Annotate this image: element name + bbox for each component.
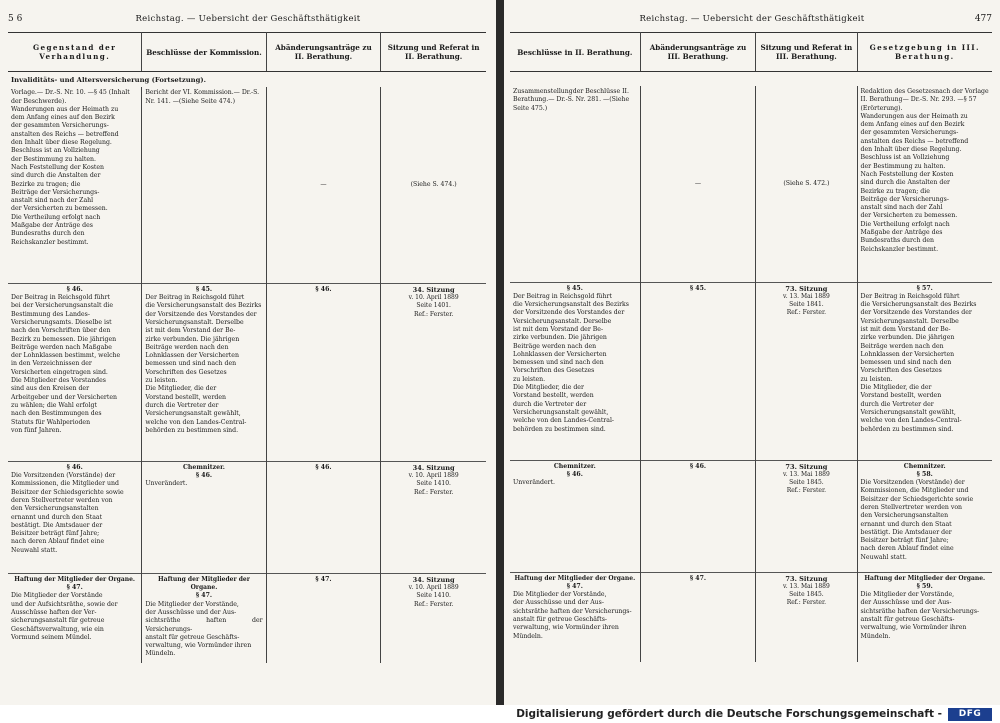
cell-line: Bericht der VI. Kommission. bbox=[145, 89, 234, 97]
cell-line: v. 13. Mai 1889 bbox=[783, 470, 830, 478]
left-row-3 bbox=[8, 461, 486, 573]
left-page-number: 5 6 bbox=[8, 14, 23, 24]
cell-line: Haftung der Mitglieder der Organe. bbox=[14, 575, 136, 583]
cell-line: v. 10. April 1889 bbox=[408, 294, 459, 302]
cell-line: Beschluss ist an Vollziehung bbox=[11, 147, 100, 155]
right-page-number: 477 bbox=[974, 14, 992, 24]
cell bbox=[510, 572, 640, 662]
right-row-4 bbox=[510, 572, 992, 662]
cell-line: Bundesraths durch den bbox=[11, 230, 85, 238]
cell-line: bemessen und sind nach den bbox=[860, 359, 952, 367]
cell-line: welche von den Landes-Central- bbox=[860, 417, 962, 425]
cell-line: Vorstand bestellt, werden bbox=[513, 392, 594, 400]
cell-line: der gesammten Versicherungs- bbox=[860, 129, 959, 137]
cell-line: Beiträge werden nach den bbox=[513, 342, 597, 350]
cell-line: Mündeln. bbox=[145, 650, 176, 658]
cell-line: 73. Sitzung bbox=[785, 462, 828, 471]
cell-line: Maßgabe der Anträge des bbox=[11, 222, 93, 230]
cell-line: — Dr.-S. Nr. 141. — bbox=[145, 89, 260, 105]
cell-line: § 58. bbox=[916, 470, 933, 478]
dfg-funding-text: Digitalisierung gefördert durch die Deutsche Forschungsgemeinschaft - bbox=[516, 708, 942, 720]
left-col-header-4: Sitzung und Referat in II. Berathung. bbox=[381, 33, 486, 72]
cell-line: § 47. bbox=[315, 575, 332, 583]
cell bbox=[266, 461, 381, 573]
cell-line: der Beschlüsse II. Berathung. bbox=[513, 88, 629, 104]
cell-line: Die Mitglieder des Vorstandes bbox=[11, 377, 106, 385]
cell-line: den Inhalt über diese Regelung. bbox=[860, 146, 962, 154]
cell bbox=[756, 572, 857, 662]
cell-line: Haftung der Mitglieder der Organe. bbox=[158, 575, 250, 592]
right-col-header-1: Beschlüsse in II. Berathung. bbox=[510, 33, 640, 72]
cell-line: Ref.: Ferster. bbox=[786, 309, 827, 317]
cell-line: 73. Sitzung bbox=[785, 284, 828, 293]
cell bbox=[381, 283, 486, 461]
cell-line: Lohnklassen der Versicherten bbox=[860, 350, 955, 358]
cell-line: anstalten des Reichs — betreffend bbox=[11, 130, 119, 138]
cell-line: Versicherungsanstalt gewählt, bbox=[860, 408, 956, 416]
cell-line: Versicherungsanstalt. Derselbe bbox=[860, 317, 959, 325]
cell-line: verwaltung, wie Vormünder ihren bbox=[513, 624, 619, 632]
cell-line: Wanderungen aus der Heimath zu bbox=[860, 112, 968, 120]
cell-line: nach deren Ablauf findet eine bbox=[860, 545, 954, 553]
cell bbox=[640, 282, 756, 460]
cell-line: Versicherungsamts. Dieselbe ist bbox=[11, 318, 112, 326]
cell bbox=[756, 86, 857, 282]
right-col-header-3: Sitzung und Referat in III. Berathung. bbox=[756, 33, 857, 72]
cell-line: 34. Sitzung bbox=[412, 575, 455, 584]
cell-line: Bestimmung des Landes- bbox=[11, 310, 90, 318]
cell-line: Der Beitrag in Reichsgold führt bbox=[11, 294, 110, 302]
cell-line: Geschäftsverwaltung, wie ein bbox=[11, 625, 104, 633]
right-page bbox=[504, 0, 1000, 705]
left-col-header-1: Gegenstand der Verhandlung. bbox=[8, 33, 142, 72]
cell-line: Ref.: Ferster. bbox=[413, 310, 454, 318]
left-row-1 bbox=[8, 87, 486, 283]
cell-line: nach den Bestimmungen des bbox=[11, 410, 102, 418]
cell bbox=[266, 573, 381, 663]
cell-line: v. 13. Mai 1889 bbox=[783, 582, 830, 590]
cell-line: den Inhalt über diese Regelung. bbox=[11, 139, 112, 147]
cell-line: Beiträge werden nach den bbox=[860, 342, 944, 350]
cell-line: der Lohnklassen bestimmt, welche bbox=[11, 352, 121, 360]
cell-line: verwaltung, wie Vormünder ihren bbox=[145, 642, 252, 650]
left-col-header-2: Beschlüsse der Kommission. bbox=[142, 33, 266, 72]
cell bbox=[510, 86, 640, 282]
cell-line: Lohnklassen der Versicherten bbox=[513, 350, 607, 358]
cell-line: Die Mitglieder, die der bbox=[145, 385, 217, 393]
cell-line: sicherungsanstalt für getreue bbox=[11, 617, 105, 625]
cell-line: Die Mitglieder der Vorstände, bbox=[860, 591, 955, 599]
cell bbox=[857, 86, 992, 282]
cell-line: § 45. bbox=[689, 284, 707, 292]
cell-line: zirke verbunden. Die jährigen bbox=[860, 334, 955, 342]
cell-line: 34. Sitzung bbox=[412, 463, 455, 472]
cell-line: v. 10. April 1889 bbox=[408, 584, 459, 592]
cell-line: § 46. bbox=[315, 463, 332, 471]
cell-line: (Siehe S. 472.) bbox=[783, 179, 830, 187]
cell-line: nach deren Ablauf findet eine bbox=[11, 538, 105, 546]
cell bbox=[510, 282, 640, 460]
cell-line: Haftung der Mitglieder der Organe. bbox=[514, 574, 636, 582]
cell-line: Seite 1845. bbox=[789, 591, 824, 599]
cell-line: Arbeitgeber und der Versicherten bbox=[11, 393, 118, 401]
cell-line: § 47. bbox=[689, 574, 707, 582]
cell-line: Beschluss ist an Vollziehung bbox=[860, 154, 950, 162]
cell-line: den Versicherungsanstalten bbox=[11, 505, 99, 513]
cell-line: Die Vorsitzenden (Vorstände) der bbox=[11, 472, 116, 480]
cell-line: Vorschriften des Gesetzes bbox=[860, 367, 942, 375]
cell-line: Neuwahl statt. bbox=[11, 546, 58, 554]
cell-line: Vorlage. bbox=[11, 89, 37, 97]
cell-line: Ref.: Ferster. bbox=[786, 599, 827, 607]
cell-line: § 46. bbox=[66, 463, 83, 471]
cell-line: Die Mitglieder der Vorstände, bbox=[145, 600, 239, 608]
cell-line: bestätigt. Die Amtsdauer der bbox=[860, 528, 952, 536]
cell-line: Versicherten eingetragen sind. bbox=[11, 368, 108, 376]
right-spacer-row bbox=[510, 72, 992, 87]
cell-line: Mündeln. bbox=[513, 632, 543, 640]
cell-line: Versicherungsanstalt. Derselbe bbox=[145, 318, 244, 326]
cell-line: — bbox=[694, 179, 702, 187]
cell-line: sichtsräthe haften der Versicherungs- bbox=[513, 607, 632, 615]
cell-line: anstalten des Reichs — betreffend bbox=[860, 137, 969, 145]
cell-line: ernannt und durch den Staat bbox=[860, 520, 952, 528]
cell-line: v. 10. April 1889 bbox=[408, 472, 459, 480]
cell-line: Ref.: Ferster. bbox=[413, 600, 454, 608]
cell-line: § 46. bbox=[195, 472, 213, 480]
left-row-2 bbox=[8, 283, 486, 461]
cell-line: § 45. bbox=[195, 285, 213, 293]
cell-line: ist mit dem Vorstand der Be- bbox=[145, 327, 236, 335]
cell-line: § 47. bbox=[66, 584, 83, 592]
cell-line: Vorschriften des Gesetzes bbox=[513, 367, 595, 375]
cell-line: welche von den Landes-Central- bbox=[145, 418, 247, 426]
cell-line: welche von den Landes-Central- bbox=[513, 417, 615, 425]
book-gutter bbox=[496, 0, 504, 705]
left-running-head bbox=[8, 14, 488, 28]
cell-line: (Siehe Seite 474.) bbox=[178, 97, 235, 105]
right-col-header-2: Abänderungsanträge zu III. Berathung. bbox=[640, 33, 756, 72]
cell-line: Die Vorsitzenden (Vorstände) der bbox=[860, 479, 965, 487]
cell-line: Versicherungsanstalt. Derselbe bbox=[513, 317, 612, 325]
cell bbox=[8, 573, 142, 663]
left-table bbox=[8, 32, 486, 663]
section-heading: Invaliditäts- und Altersversicherung (Fortsetzung). bbox=[11, 76, 206, 84]
cell bbox=[756, 282, 857, 460]
cell-line: verwaltung, wie Vormünder ihren bbox=[860, 624, 967, 632]
cell-line: Chemnitzer. bbox=[903, 462, 946, 470]
cell-line: Reichskanzler bestimmt. bbox=[860, 245, 939, 253]
cell-line: in den Verzeichnissen der bbox=[11, 360, 92, 368]
cell bbox=[266, 87, 381, 283]
cell-line: Der Beitrag in Reichsgold führt bbox=[145, 294, 245, 302]
cell-line: der Ausschüsse und der Aus- bbox=[860, 599, 952, 607]
cell-line: — Dr.-S. Nr. 10. — bbox=[36, 89, 94, 97]
cell-line: § 57 (Erörterung). bbox=[860, 96, 977, 112]
cell-line: Neuwahl statt. bbox=[860, 553, 907, 561]
cell-line: Beiträge werden nach Maßgabe bbox=[11, 343, 112, 351]
cell-line: Die Mitglieder, die der bbox=[513, 384, 584, 392]
cell-line: Lohnklassen der Versicherten bbox=[145, 352, 239, 360]
cell-line: Beiträge werden nach den bbox=[145, 343, 229, 351]
cell-line: Ref.: Ferster. bbox=[786, 487, 827, 495]
cell-line: der Vorsitzende des Vorstandes der bbox=[145, 310, 257, 318]
cell bbox=[381, 461, 486, 573]
cell bbox=[857, 282, 992, 460]
cell bbox=[510, 460, 640, 572]
cell bbox=[640, 86, 756, 282]
cell-line: zirke verbunden. Die jährigen bbox=[513, 334, 607, 342]
cell-line: Die Vertheilung erfolgt nach bbox=[11, 213, 101, 221]
cell-line: Unverändert. bbox=[145, 480, 188, 488]
cell-line: Kommissionen, die Mitglieder und bbox=[860, 487, 969, 495]
cell-line: — Dr.-S. Nr. 281. — bbox=[548, 96, 610, 104]
cell-line: der Versicherten zu bemessen. bbox=[11, 205, 108, 213]
cell-line: der Ausschüsse und der Aus- bbox=[145, 608, 237, 616]
cell-line: der Versicherten zu bemessen. bbox=[860, 212, 958, 220]
cell-line: Wanderungen aus der Heimath zu bbox=[11, 105, 119, 113]
cell-line: ist mit dem Vorstand der Be- bbox=[860, 325, 951, 333]
cell-line: (Siehe Seite 475.) bbox=[513, 96, 630, 112]
cell-line: § 45 (Inhalt der Beschwerde). bbox=[11, 89, 130, 105]
cell-line: deren Stellvertreter werden von bbox=[860, 503, 963, 511]
cell-line: der gesammten Versicherungs- bbox=[11, 122, 109, 130]
cell-line: bei der Versicherungsanstalt die bbox=[11, 302, 114, 310]
cell-line: Die Mitglieder der Vorstände, bbox=[513, 591, 607, 599]
cell-line: Haftung der Mitglieder der Organe. bbox=[864, 574, 986, 582]
cell-line: § 46. bbox=[66, 285, 83, 293]
cell-line: Beisitzer beträgt fünf Jahre; bbox=[11, 530, 100, 538]
cell-line: zu leisten. bbox=[145, 377, 178, 385]
cell-line: durch die Vertreter der bbox=[513, 400, 587, 408]
cell bbox=[381, 87, 486, 283]
cell-line: von fünf Jahren. bbox=[11, 426, 62, 434]
cell-line: anstalt sind nach der Zahl bbox=[11, 197, 94, 205]
left-row-4 bbox=[8, 573, 486, 663]
cell-line: behörden zu bestimmen sind. bbox=[513, 425, 606, 433]
cell-line: Seite 1401. bbox=[416, 302, 451, 310]
cell-line: § 59. bbox=[916, 582, 933, 590]
cell-line: (Siehe S. 474.) bbox=[410, 180, 457, 188]
cell-line: Seite 1410. bbox=[416, 592, 451, 600]
cell-line: der Bestimmung zu halten. bbox=[11, 155, 96, 163]
cell-line: Vorschriften des Gesetzes bbox=[145, 368, 227, 376]
left-col-header-3: Abänderungsanträge zu II. Berathung. bbox=[266, 33, 381, 72]
cell bbox=[142, 283, 266, 461]
cell bbox=[756, 460, 857, 572]
cell-line: 34. Sitzung bbox=[412, 285, 455, 294]
cell-line: sind durch die Anstalten der bbox=[860, 179, 950, 187]
cell-line: § 46. bbox=[315, 285, 332, 293]
cell-line: Beisitzer beträgt fünf Jahre; bbox=[860, 537, 949, 545]
cell-line: § 45. bbox=[566, 284, 583, 292]
cell-line: Seite 1845. bbox=[789, 479, 824, 487]
cell-line: durch die Vertreter der bbox=[860, 400, 934, 408]
cell-line: sind durch die Anstalten der bbox=[11, 172, 101, 180]
cell-line: sichtsräthe haften der Versicherungs- bbox=[145, 617, 263, 633]
cell-line: Der Beitrag in Reichsgold führt bbox=[860, 292, 960, 300]
cell-line: Bundesraths durch den bbox=[860, 237, 935, 245]
right-header-row bbox=[510, 33, 992, 72]
cell-line: die Versicherungsanstalt des Bezirks bbox=[860, 301, 977, 309]
left-header-row bbox=[8, 33, 486, 72]
dfg-footer bbox=[0, 705, 1000, 723]
cell-line: anstalt für getreue Geschäfts- bbox=[860, 615, 955, 623]
cell-line: anstalt für getreue Geschäfts- bbox=[145, 633, 240, 641]
cell-line: der Bestimmung zu halten. bbox=[860, 162, 946, 170]
cell-line: Beisitzer der Schiedsgerichte sowie bbox=[11, 488, 124, 496]
cell bbox=[142, 573, 266, 663]
cell-line: der Ausschüsse und der Aus- bbox=[513, 599, 604, 607]
cell-line: Die Mitglieder, die der bbox=[860, 384, 932, 392]
cell-line: Vorstand bestellt, werden bbox=[145, 393, 227, 401]
cell-line: ist mit dem Vorstand der Be- bbox=[513, 325, 604, 333]
right-col-header-4: Gesetzgebung in III. Berathung. bbox=[857, 33, 992, 72]
cell-line: nach der Vorlage II. Berathung bbox=[860, 88, 989, 104]
cell-line: § 47. bbox=[195, 592, 213, 600]
cell-line: der Vorsitzende des Vorstandes der bbox=[860, 309, 972, 317]
cell bbox=[857, 460, 992, 572]
cell-line: zu leisten. bbox=[513, 375, 546, 383]
cell-line: bestätigt. Die Amtsdauer der bbox=[11, 521, 103, 529]
cell bbox=[857, 572, 992, 662]
cell-line: behörden zu bestimmen sind. bbox=[860, 425, 954, 433]
cell-line: Ausschüsse haften der Ver- bbox=[11, 608, 97, 616]
cell-line: den Versicherungsanstalten bbox=[860, 512, 949, 520]
cell bbox=[142, 461, 266, 573]
right-row-1 bbox=[510, 86, 992, 282]
cell-line: anstalt für getreue Geschäfts- bbox=[513, 615, 607, 623]
cell-line: nach den Vorschriften über den bbox=[11, 327, 111, 335]
cell-line: Die Mitglieder der Vorstände bbox=[11, 592, 103, 600]
cell-line: Bezirke zu tragen; die bbox=[11, 180, 81, 188]
cell bbox=[640, 572, 756, 662]
cell-line: anstalt sind nach der Zahl bbox=[860, 204, 943, 212]
cell-line: Beisitzer der Schiedsgerichte sowie bbox=[860, 495, 974, 503]
cell-line: zu leisten. bbox=[860, 375, 893, 383]
cell-line: 73. Sitzung bbox=[785, 574, 828, 583]
cell-line: Unverändert. bbox=[513, 479, 556, 487]
cell-line: Bezirk zu bemessen. Die jährigen bbox=[11, 335, 117, 343]
dfg-logo: DFG bbox=[948, 708, 992, 721]
right-row-2 bbox=[510, 282, 992, 460]
right-row-3 bbox=[510, 460, 992, 572]
cell-line: der Vorsitzende des Vorstandes der bbox=[513, 309, 625, 317]
cell bbox=[381, 573, 486, 663]
cell-line: zirke verbunden. Die jährigen bbox=[145, 335, 240, 343]
cell-line: Vorstand bestellt, werden bbox=[860, 392, 942, 400]
cell-line: Bezirke zu tragen; die bbox=[860, 187, 930, 195]
cell-line: Kommissionen, die Mitglieder und bbox=[11, 480, 119, 488]
cell-line: v. 13. Mai 1889 bbox=[783, 292, 830, 300]
cell-line: Chemnitzer. bbox=[553, 462, 596, 470]
cell bbox=[640, 460, 756, 572]
right-running-head bbox=[512, 14, 992, 28]
cell-line: behörden zu bestimmen sind. bbox=[145, 426, 239, 434]
cell-line: bemessen und sind nach den bbox=[145, 360, 237, 368]
right-running-title: Reichstag. — Uebersicht der Geschäftsthätigkeit bbox=[639, 14, 865, 24]
cell-line: Versicherungsanstalt gewählt, bbox=[145, 410, 241, 418]
cell-line: dem Anfang eines auf den Bezirk bbox=[860, 121, 965, 129]
left-page bbox=[0, 0, 496, 705]
cell-line: § 46. bbox=[689, 462, 707, 470]
cell-line: deren Stellvertreter werden von bbox=[11, 496, 113, 504]
cell-line: § 57. bbox=[916, 284, 933, 292]
cell-line: die Versicherungsanstalt des Bezirks bbox=[513, 301, 629, 309]
cell-line: — bbox=[320, 180, 327, 188]
cell bbox=[8, 461, 142, 573]
cell-line: durch die Vertreter der bbox=[145, 401, 219, 409]
cell-line: Beiträge der Versicherungs- bbox=[11, 188, 100, 196]
cell-line: Mündeln. bbox=[860, 632, 891, 640]
right-table bbox=[510, 32, 992, 662]
cell-line: Der Beitrag in Reichsgold führt bbox=[513, 292, 612, 300]
cell-line: Chemnitzer. bbox=[183, 463, 225, 471]
cell-line: sichtsräthe haften der Versicherungs- bbox=[860, 607, 980, 615]
cell-line: Zusammenstellung bbox=[513, 88, 573, 95]
cell-line: Beiträge der Versicherungs- bbox=[860, 195, 949, 203]
cell-line: dem Anfang eines auf den Bezirk bbox=[11, 114, 115, 122]
cell-line: sind aus den Kreisen der bbox=[11, 385, 90, 393]
cell-line: Statuts für Wahlperioden bbox=[11, 418, 91, 426]
cell bbox=[266, 283, 381, 461]
cell-line: und der Aufsichtsräthe, sowie der bbox=[11, 600, 118, 608]
cell-line: § 46. bbox=[566, 470, 583, 478]
cell-line: Seite 1410. bbox=[416, 480, 451, 488]
cell-line: Nach Feststellung der Kosten bbox=[11, 163, 105, 171]
cell-line: Nach Feststellung der Kosten bbox=[860, 170, 954, 178]
cell-line: Die Vertheilung erfolgt nach bbox=[860, 220, 950, 228]
cell-line: ernannt und durch den Staat bbox=[11, 513, 103, 521]
cell bbox=[8, 87, 142, 283]
cell-line: Ref.: Ferster. bbox=[413, 488, 454, 496]
cell bbox=[142, 87, 266, 283]
cell-line: — Dr.-S. Nr. 293. — bbox=[902, 96, 964, 104]
cell-line: zu wählen; die Wahl erfolgt bbox=[11, 401, 97, 409]
cell-line: bemessen und sind nach den bbox=[513, 359, 604, 367]
left-running-title: Reichstag. — Uebersicht der Geschäftsthätigkeit bbox=[135, 14, 361, 24]
cell-line: Reichskanzler bestimmt. bbox=[11, 238, 89, 246]
cell-line: Redaktion des Gesetzes bbox=[860, 88, 936, 95]
left-section-row bbox=[8, 72, 486, 88]
cell bbox=[8, 283, 142, 461]
cell-line: die Versicherungsanstalt des Bezirks bbox=[145, 302, 262, 310]
cell-line: Maßgabe der Anträge des bbox=[860, 229, 943, 237]
cell-line: Seite 1841. bbox=[789, 301, 824, 309]
cell-line: Vormund seinem Mündel. bbox=[11, 633, 92, 641]
cell-line: Versicherungsanstalt gewählt, bbox=[513, 408, 609, 416]
cell-line: § 47. bbox=[566, 582, 583, 590]
